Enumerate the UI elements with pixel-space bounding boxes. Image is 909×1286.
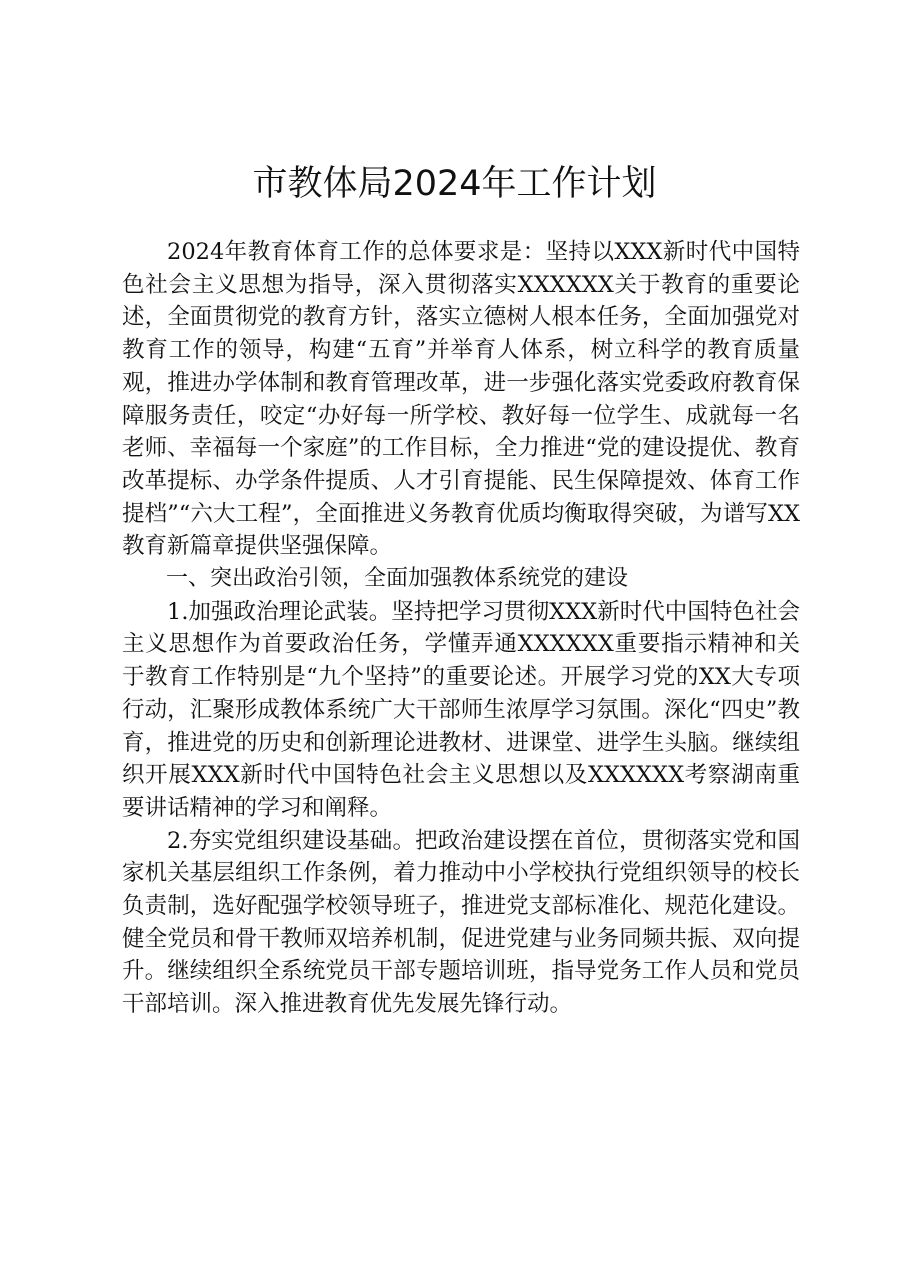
document-body [122,236,800,1021]
section-heading: 一、突出政治引领，全面加强教体系统党的建设 [166,566,629,592]
document-title: 市教体局2024年工作计划 [252,164,657,204]
item-paragraph-2: 2.夯实党组织建设基础。把政治建设摆在首位，贯彻落实党和国家机关基层组织工作条例，着力推动中小学校执行党组织领导的校长负责制，选好配强学校领导班子，推进党支部标准化、规范化建设。健全党员和骨干教师双培养机制，促进党建与业务同频共振、双向提升。继续组织全系统党员干部专题培训班，指导党务工作人员和党员干部培训。深入推进教育优先发展先锋行动。 [122,827,800,1018]
intro-paragraph: 2024年教育体育工作的总体要求是：坚持以XXX新时代中国特色社会主义思想为指导，深入贯彻落实XXXXXX关于教育的重要论述，全面贯彻党的教育方针，落实立德树人根本任务，全面加强党对教育工作的领导，构建“五育”并举育人体系，树立科学的教育质量观，推进办学体制和教育管理改革，进一步强化落实党委政府教育保障服务责任，咬定“办好每一所学校、教好每一位学生、成就每一名老师、幸福每一个家庭”的工作目标，全力推进“党的建设提优、教育改革提标、办学条件提质、人才引育提能、民生保障提效、体育工作提档”“六大工程”，全面推进义务教育优质均衡取得突破，为谱写XX教育新篇章提供坚强保障。 [122,239,800,560]
item-paragraph-1: 1.加强政治理论武装。坚持把学习贯彻XXX新时代中国特色社会主义思想作为首要政治任务，学懂弄通XXXXXX重要指示精神和关于教育工作特别是“九个坚持”的重要论述。开展学习党的XX大专项行动，汇聚形成教体系统广大干部师生浓厚学习氛围。深化“四史”教育，推进党的历史和创新理论进教材、进课堂、进学生头脑。继续组织开展XXX新时代中国特色社会主义思想以及XXXXXX考察湖南重要讲话精神的学习和阐释。 [122,598,800,821]
